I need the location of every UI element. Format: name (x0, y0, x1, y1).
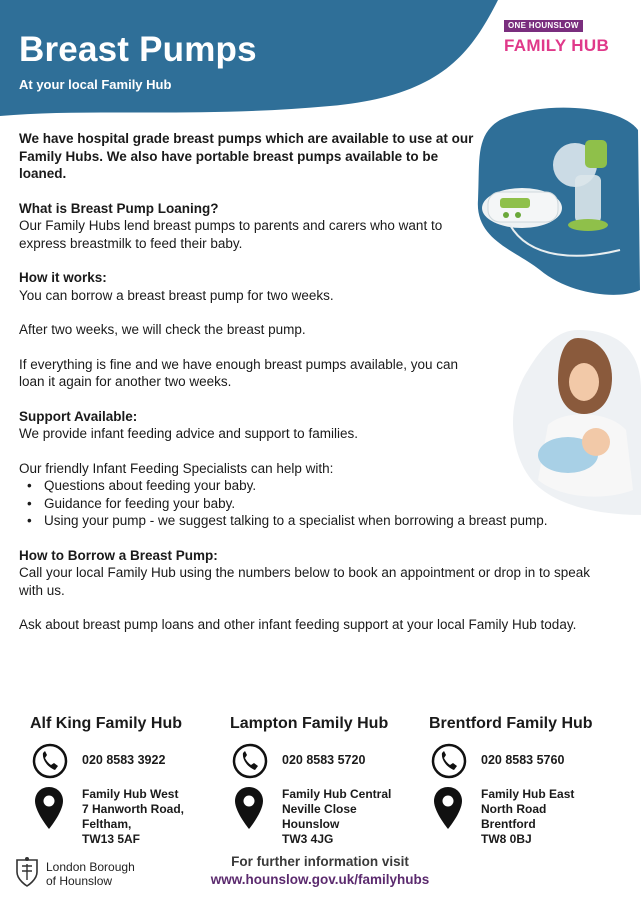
borrow-heading: How to Borrow a Breast Pump: (19, 547, 218, 563)
support-section (19, 408, 614, 443)
hub-name: Alf King Family Hub (30, 715, 182, 732)
hub-alf-king (30, 715, 230, 846)
borough-logo (14, 856, 154, 892)
address-line: TW3 4JG (282, 832, 334, 846)
list-item: • Using your pump - we suggest talking to a specialist when borrowing a breast pump. (27, 512, 607, 530)
borough-line: of Hounslow (46, 874, 113, 888)
page-subtitle: At your local Family Hub (19, 77, 172, 92)
address-line: Family Hub East (481, 787, 575, 801)
hub-name: Lampton Family Hub (230, 715, 389, 732)
hub-brentford (429, 715, 629, 846)
address-line: TW8 0BJ (481, 832, 532, 846)
address-line: Family Hub West (82, 787, 179, 801)
website-link[interactable]: www.hounslow.gov.uk/familyhubs (210, 872, 430, 887)
list-item: • Questions about feeding your baby. (27, 477, 607, 495)
support-list (27, 477, 614, 530)
address-line: Brentford (481, 817, 536, 831)
phone-icon (431, 743, 467, 779)
support-body: We provide infant feeding advice and support to families. (19, 426, 358, 441)
footer-info (200, 854, 440, 887)
main-content (19, 130, 614, 651)
borough-crest-icon (14, 856, 40, 888)
logo-one-hounslow: ONE HOUNSLOW (504, 20, 583, 32)
family-hub-logo (504, 15, 609, 56)
phone-icon (32, 743, 68, 779)
hub-address (82, 787, 184, 847)
address-line: 7 Hanworth Road, (82, 802, 185, 816)
address-line: North Road (481, 802, 547, 816)
location-pin-icon (34, 787, 64, 829)
hub-phone[interactable]: 020 8583 5720 (282, 753, 366, 767)
how-p3: If everything is fine and we have enough breast pumps available, you can loan it again for another two weeks. (19, 356, 459, 389)
hub-address (282, 787, 391, 847)
info-line: For further information visit (231, 854, 409, 869)
address-line: TW13 5AF (82, 832, 141, 846)
page-title: Breast Pumps (19, 30, 257, 69)
intro-text: We have hospital grade breast pumps which are available to use at our Family Hubs. We also have portable breast pumps available to be loaned. (19, 131, 474, 181)
address-line: Neville Close (282, 802, 357, 816)
borrow-section (19, 547, 614, 600)
support-heading: Support Available: (19, 408, 138, 424)
how-section (19, 269, 614, 304)
how-heading: How it works: (19, 270, 107, 285)
hub-address (481, 787, 574, 847)
what-heading: What is Breast Pump Loaning? (19, 200, 219, 216)
hub-name: Brentford Family Hub (429, 715, 593, 732)
borough-name (46, 860, 135, 888)
address-line: Feltham, (82, 817, 132, 831)
borough-line: London Borough (46, 860, 135, 874)
hub-phone[interactable]: 020 8583 3922 (82, 753, 166, 767)
location-pin-icon (433, 787, 463, 829)
support-intro: Our friendly Infant Feeding Specialists can help with: (19, 460, 334, 476)
borrow-ask: Ask about breast pump loans and other infant feeding support at your local Family Hub today. (19, 617, 577, 632)
how-body: You can borrow a breast breast pump for two weeks. (19, 287, 334, 303)
list-item: • Guidance for feeding your baby. (27, 495, 607, 513)
borrow-body: Call your local Family Hub using the numbers below to book an appointment or drop in to speak with us. (19, 565, 591, 598)
what-section (19, 200, 484, 253)
hub-lampton (230, 715, 430, 846)
phone-icon (232, 743, 268, 779)
how-p2: After two weeks, we will check the breast pump. (19, 322, 306, 337)
address-line: Family Hub Central (282, 787, 392, 801)
hub-phone[interactable]: 020 8583 5760 (481, 753, 565, 767)
what-body: Our Family Hubs lend breast pumps to parents and carers who want to express breastmilk to feed their baby. (19, 218, 443, 251)
location-pin-icon (234, 787, 264, 829)
logo-family-hub: FAMILY HUB (504, 36, 610, 55)
address-line: Hounslow (282, 817, 340, 831)
